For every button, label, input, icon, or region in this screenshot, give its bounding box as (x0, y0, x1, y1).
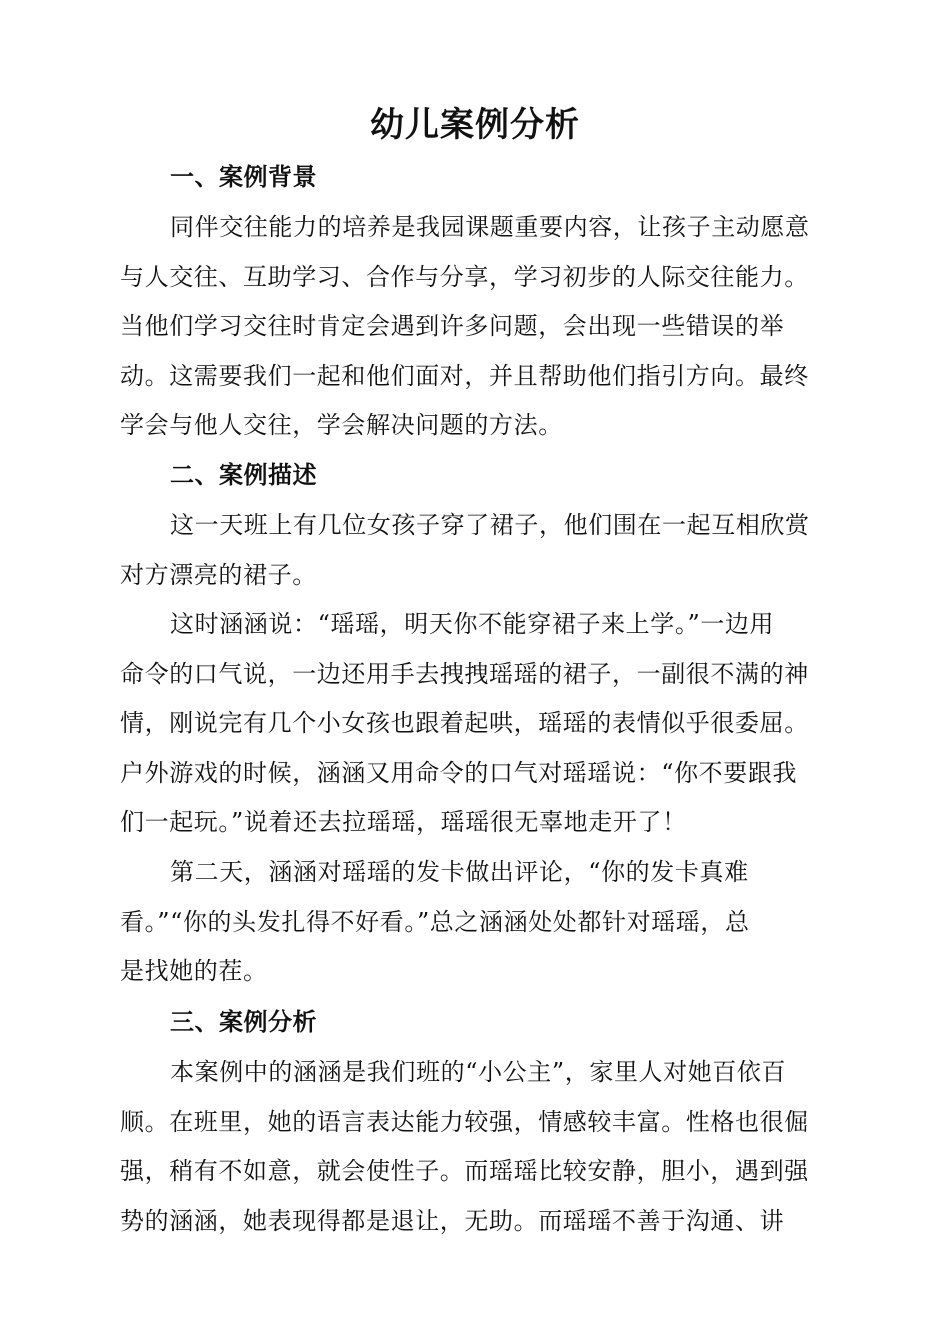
paragraph-description-2 (120, 600, 840, 848)
paragraph-line: 这时涵涵说：“瑶瑶，明天你不能穿裙子来上学。”一边用 (170, 610, 775, 638)
paragraph-line: 与人交往、互助学习、合作与分享，学习初步的人际交往能力。 (120, 262, 809, 291)
paragraph-line: 户外游戏的时候，涵涵又用命令的口气对瑶瑶说：“你不要跟我 (120, 758, 798, 787)
paragraph-line: 这一天班上有几位女孩子穿了裙子，他们围在一起互相欣赏 (170, 511, 810, 539)
paragraph-line: 第二天，涵涵对瑶瑶的发卡做出评论，“你的发卡真难 (170, 858, 749, 886)
section-heading-description: 二、案例描述 (170, 461, 317, 489)
paragraph-line: 看。”“你的头发扎得不好看。”总之涵涵处处都针对瑶瑶，总 (120, 907, 750, 936)
paragraph-line: 强，稍有不如意，就会使性子。而瑶瑶比较安静，胆小，遇到强 (120, 1157, 809, 1185)
section-heading-background: 一、案例背景 (170, 163, 317, 191)
section-heading-analysis: 三、案例分析 (170, 1008, 317, 1036)
paragraph-description-1 (120, 501, 840, 600)
paragraph-line: 顺。在班里，她的语言表达能力较强，情感较丰富。性格也很倔 (120, 1107, 809, 1136)
paragraph-line: 动。这需要我们一起和他们面对，并且帮助他们指引方向。最终 (120, 361, 809, 390)
paragraph-line: 学会与他人交往，学会解决问题的方法。 (120, 411, 563, 439)
paragraph-description-3 (120, 848, 840, 997)
paragraph-line: 对方漂亮的裙子。 (120, 560, 317, 589)
paragraph-line: 命令的口气说，一边还用手去拽拽瑶瑶的裙子，一副很不满的神 (120, 659, 809, 688)
paragraph-line: 势的涵涵，她表现得都是退让，无助。而瑶瑶不善于沟通、讲 (120, 1206, 785, 1235)
paragraph-line: 们一起玩。”说着还去拉瑶瑶，瑶瑶很无辜地走开了！ (120, 808, 687, 836)
paragraph-analysis (120, 1048, 840, 1246)
paragraph-line: 本案例中的涵涵是我们班的“小公主”，家里人对她百依百 (170, 1058, 787, 1086)
paragraph-background (120, 203, 840, 451)
paragraph-line: 同伴交往能力的培养是我园课题重要内容，让孩子主动愿意 (170, 213, 810, 241)
paragraph-line: 当他们学习交往时肯定会遇到许多问题，会出现一些错误的举 (120, 312, 785, 340)
document-title: 幼儿案例分析 (370, 105, 580, 145)
paragraph-line: 是找她的茬。 (120, 957, 268, 985)
paragraph-line: 情，刚说完有几个小女孩也跟着起哄，瑶瑶的表情似乎很委屈。 (120, 709, 809, 737)
